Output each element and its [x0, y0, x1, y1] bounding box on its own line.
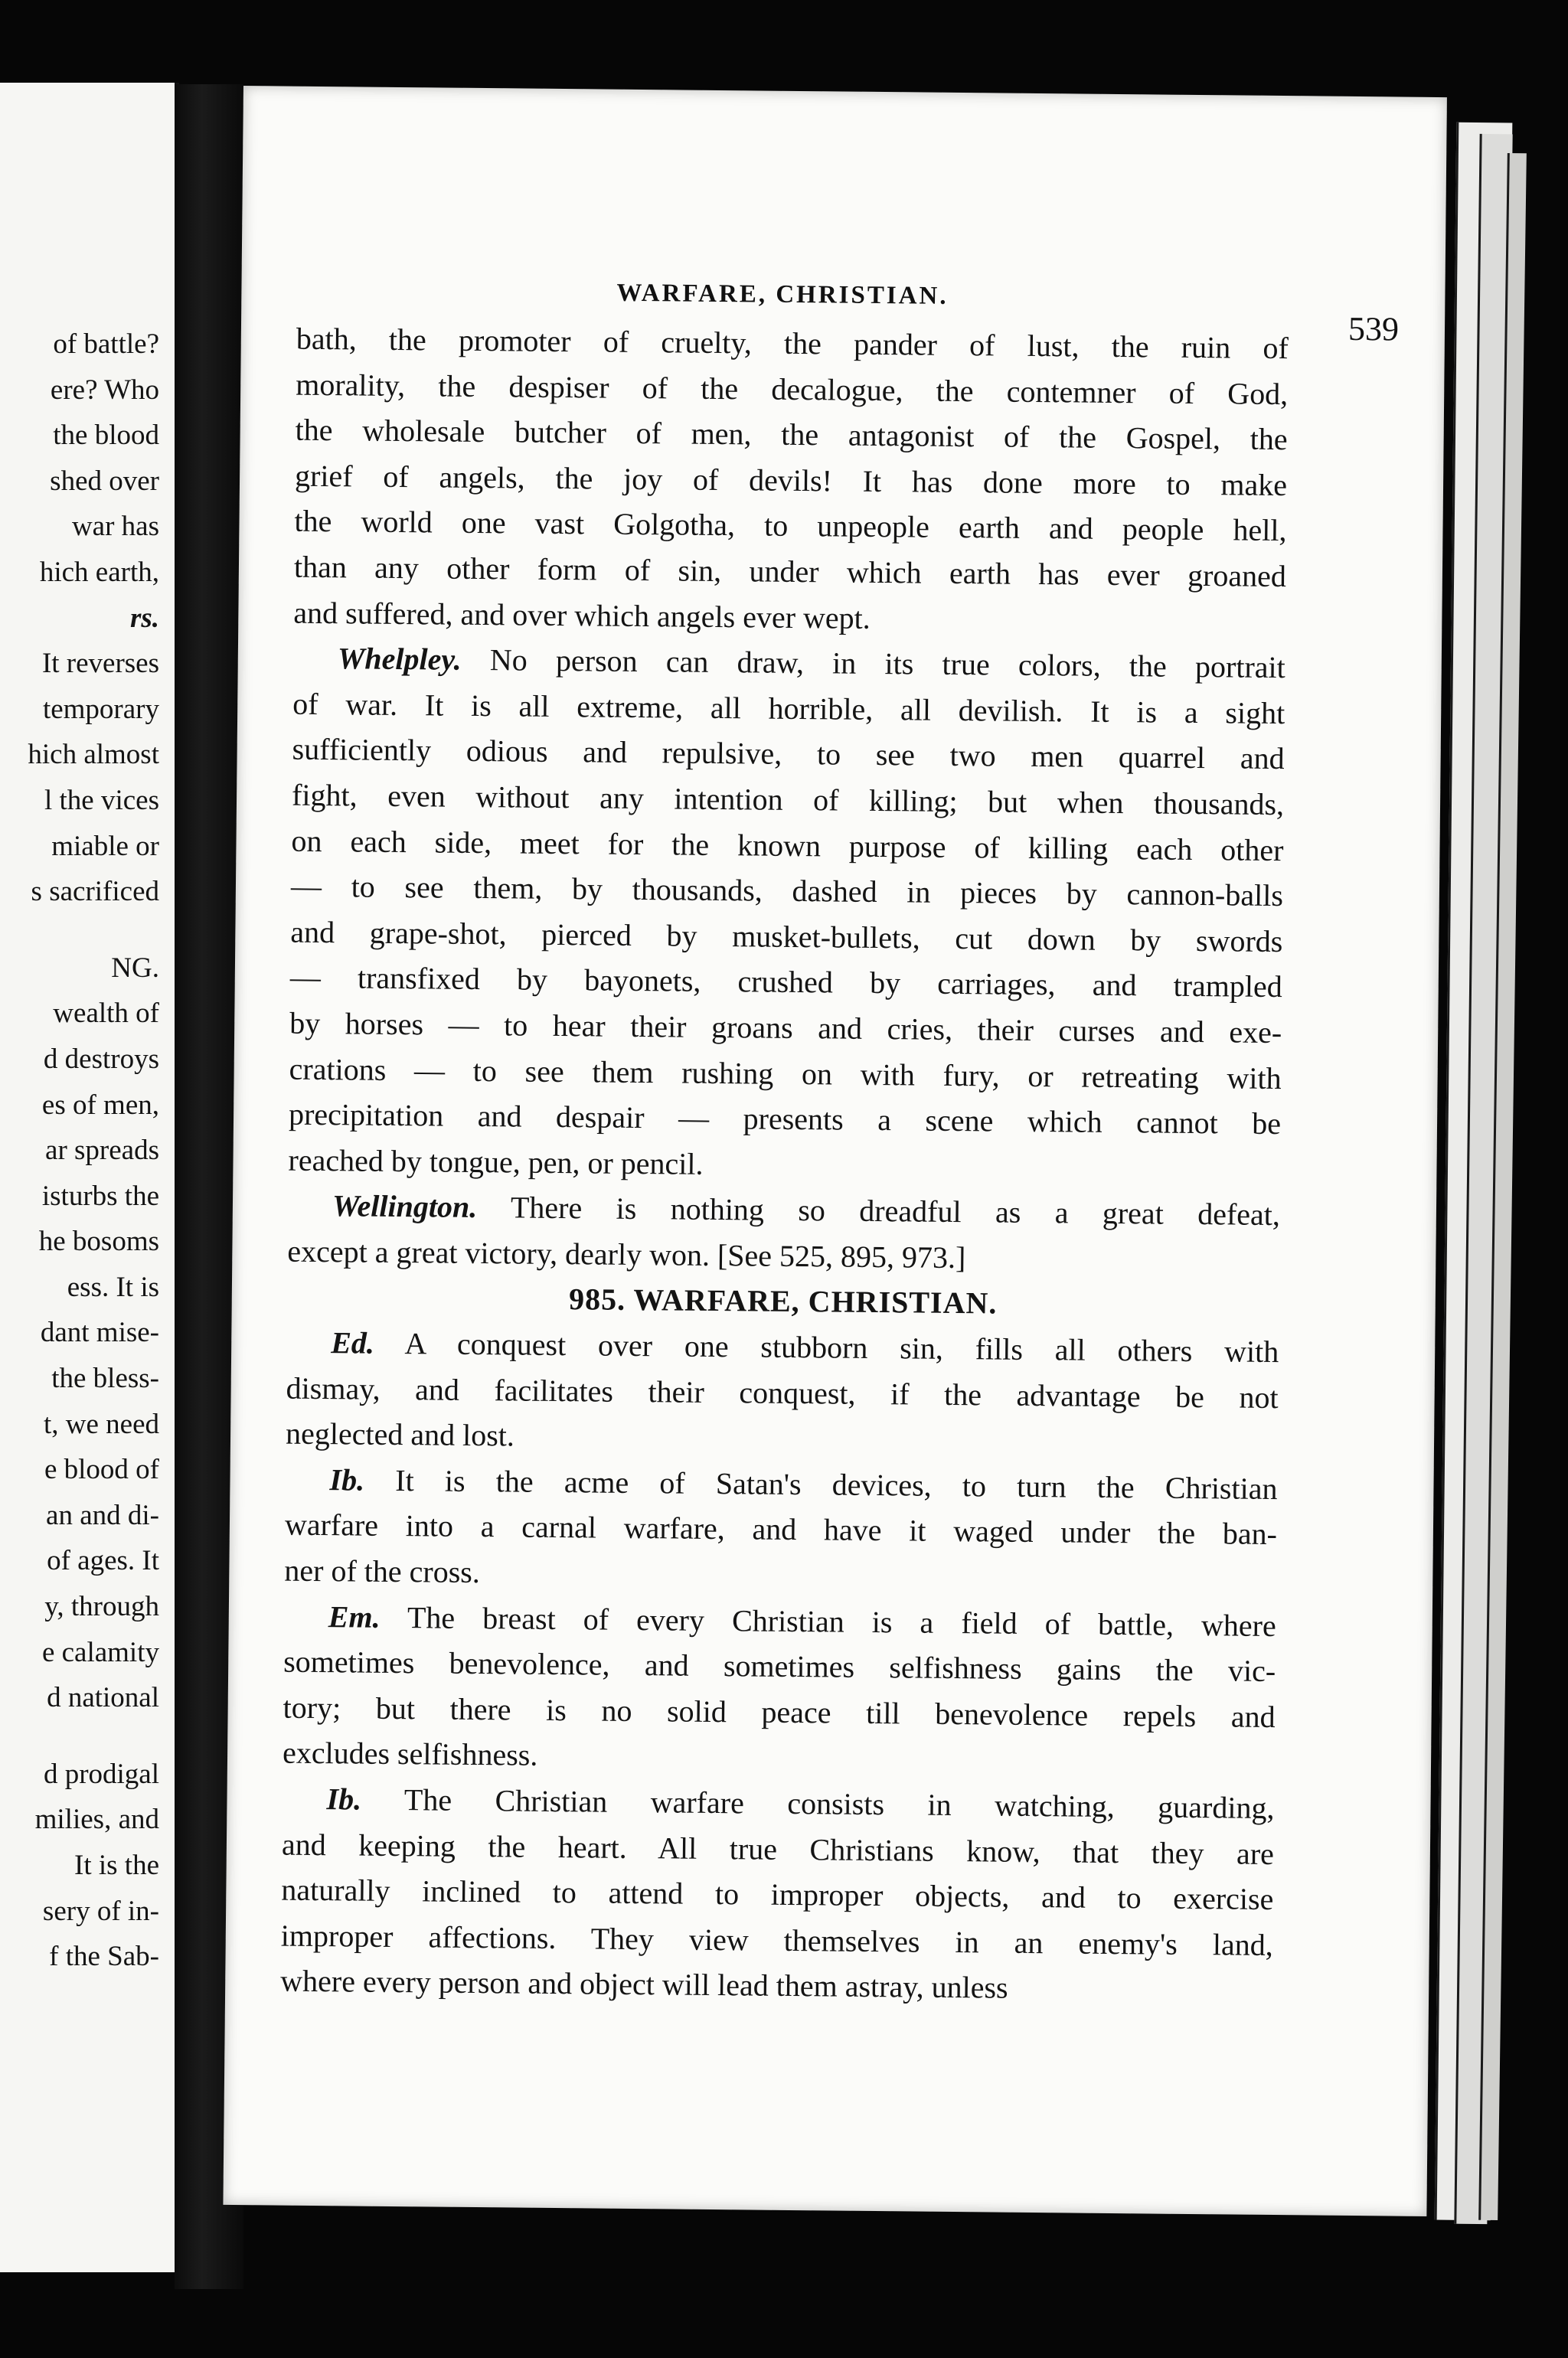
main-page [223, 86, 1446, 2216]
line-text: where every person and object will lead them astray, unless [280, 1963, 1008, 2006]
line-text: the wholesale butcher of men, the antagonist of the Gospel, the [295, 412, 1288, 457]
left-page-line: d destroys [43, 1043, 159, 1075]
left-page-line: isturbs the [41, 1180, 159, 1212]
left-page-line: It reverses [41, 648, 159, 680]
left-page [0, 83, 179, 2272]
line-text: except a great victory, dearly won. [See 525, 895, 973.] [287, 1233, 966, 1275]
line-text: warfare into a carnal warfare, and have it waged under the ban- [284, 1507, 1278, 1552]
left-page-line: the blood [53, 420, 159, 452]
left-page-line: dant mise- [40, 1317, 159, 1349]
running-head: WARFARE, CHRISTIAN. [616, 279, 949, 310]
page-number: 539 [1348, 309, 1400, 348]
left-page-line: ere? Who [50, 374, 159, 406]
left-page-line: sery of in- [42, 1895, 159, 1927]
line-text: sometimes benevolence, and sometimes selfishness gains the vic- [283, 1644, 1276, 1689]
line-text: naturally inclined to attend to improper objects, and to exercise [281, 1872, 1274, 1917]
left-page-line: It is the [74, 1850, 159, 1881]
line-text: bath, the promoter of cruelty, the pander of lust, the ruin of [296, 321, 1289, 366]
line-text: tory; but there is no solid peace till benevolence repels and [283, 1690, 1276, 1734]
line-text: precipitation and despair — presents a scene which cannot be [288, 1096, 1282, 1141]
left-page-line: an and di- [46, 1499, 159, 1531]
left-page-line: he bosoms [38, 1226, 159, 1258]
line-text: crations — to see them rushing on with fury, or retreating with [289, 1051, 1282, 1096]
line-text: No person can draw, in its true colors, the portrait [489, 642, 1285, 685]
line-text: of war. It is all extreme, all horrible, all devilish. It is a sight [292, 686, 1285, 730]
line-text: on each side, meet for the known purpose of killing each other [291, 823, 1284, 867]
attribution-name: Whelpley. [337, 641, 462, 677]
line-text: dismay, and facilitates their conquest, if the advantage be not [286, 1370, 1279, 1415]
line-text: improper affections. They view themselves in an enemy's land, [280, 1918, 1273, 1962]
line-text: and grape-shot, pierced by musket-bullets, cut down by swords [290, 914, 1283, 959]
left-page-line: hich earth, [39, 556, 159, 588]
left-page-line: hich almost [28, 739, 159, 771]
attribution-name: Ed. [331, 1325, 375, 1360]
line-text: grief of angels, the joy of devils! It has done more to make [294, 458, 1288, 502]
line-text: There is nothing so dreadful as a great defeat, [510, 1190, 1281, 1233]
left-page-line: shed over [50, 465, 159, 497]
line-text: ner of the cross. [284, 1553, 481, 1590]
line-text: A conquest over one stubborn sin, fills all others with [404, 1326, 1279, 1370]
left-page-line: es of men, [41, 1089, 159, 1121]
left-page-line: d national [47, 1682, 159, 1714]
attribution-name: Ib. [329, 1462, 365, 1497]
left-page-line: y, through [44, 1591, 159, 1623]
line-text: and keeping the heart. All true Christians know, that they are [281, 1827, 1275, 1871]
left-page-line: wealth of [53, 998, 159, 1030]
left-page-line: f the Sab- [49, 1941, 159, 1973]
line-text: fight, even without any intention of killing; but when thousands, [291, 777, 1285, 822]
line-text: morality, the despiser of the decalogue, the contemner of God, [296, 367, 1289, 411]
line-text: The Christian warfare consists in watching, guarding, [403, 1782, 1275, 1826]
left-page-text [0, 322, 159, 1980]
left-page-line: war has [71, 511, 159, 543]
line-text: and suffered, and over which angels ever wept. [293, 595, 871, 635]
left-page-line: ar spreads [45, 1135, 159, 1167]
left-page-line: t, we need [43, 1408, 159, 1440]
attribution-name: Wellington. [332, 1188, 478, 1225]
left-page-line: the bless- [51, 1363, 159, 1395]
left-page-line: e calamity [41, 1636, 159, 1668]
left-page-line: l the vices [44, 784, 159, 816]
left-page-line: NG. [111, 952, 159, 984]
left-page-line: temporary [42, 693, 159, 725]
left-page-line: d prodigal [43, 1758, 159, 1790]
attribution-name: Em. [328, 1599, 381, 1635]
line-text: — transfixed by bayonets, crushed by carriages, and trampled [289, 959, 1282, 1004]
line-text: by horses — to hear their groans and cries, their curses and exe- [289, 1005, 1282, 1050]
left-page-line: rs. [129, 602, 159, 634]
left-page-line [0, 1721, 159, 1752]
left-page-line: of ages. It [47, 1545, 159, 1577]
line-text: — to see them, by thousands, dashed in pieces by cannon-balls [290, 868, 1284, 913]
line-text: It is the acme of Satan's devices, to turn the Christian [395, 1462, 1278, 1506]
attribution-name: Ib. [326, 1782, 362, 1817]
page-body-text [280, 316, 1289, 2013]
left-page-line: ess. It is [67, 1271, 159, 1303]
left-page-line: milies, and [34, 1804, 159, 1836]
section-heading: 985. WARFARE, CHRISTIAN. [568, 1282, 998, 1321]
line-text: neglected and lost. [285, 1416, 515, 1453]
line-text: the world one vast Golgotha, to unpeople earth and people hell, [294, 504, 1287, 548]
line-text: The breast of every Christian is a field of battle, where [407, 1599, 1276, 1643]
left-page-line: miable or [51, 830, 159, 862]
text-line [280, 1958, 1273, 2013]
line-text: excludes selfishness. [282, 1735, 538, 1773]
line-text: reached by tongue, pen, or pencil. [288, 1142, 704, 1181]
line-text: sufficiently odious and repulsive, to see two men quarrel and [292, 731, 1285, 776]
left-page-line: s sacrificed [31, 876, 159, 908]
left-page-line: of battle? [53, 328, 159, 360]
left-page-line: e blood of [44, 1454, 159, 1486]
left-page-line [0, 915, 159, 945]
line-text: than any other form of sin, under which earth has ever groaned [293, 549, 1287, 594]
